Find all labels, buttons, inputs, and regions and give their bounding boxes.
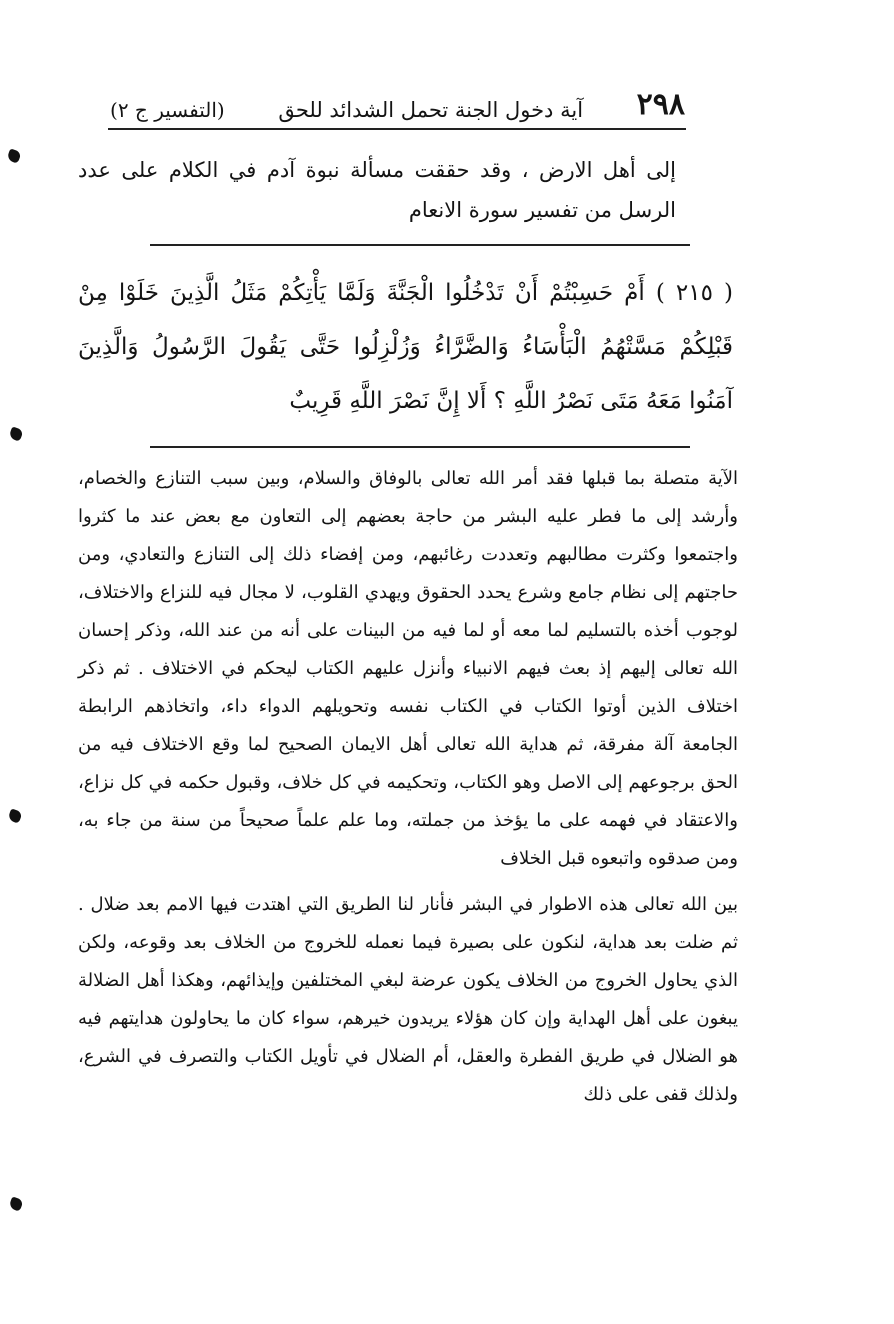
margin-ink-mark — [6, 148, 21, 163]
running-title: آية دخول الجنة تحمل الشدائد للحق — [278, 98, 584, 122]
page-header — [110, 82, 685, 122]
page-number: ٢٩٨ — [636, 87, 685, 122]
section-reference: (التفسير ج ٢) — [110, 98, 225, 122]
commentary-paragraph-1: الآية متصلة بما قبلها فقد أمر الله تعالى بالوفاق والسلام، وبين سبب التنازع والخصام، وأرشد إلى ما فطر عليه البشر من حاجة بعضهم إلى التعاون مع بعض عند ما كثروا واجتمعوا وكثرت مطالبهم وتعددت رغائبهم، ومن إفضاء ذلك إلى التنازع والتعادي، ومن حاجتهم إلى نظام جامع وشرع يحدد الحقوق ويهدي القلوب، لا مجال فيه للنزاع والاختلاف، لوجوب أخذه بالتسليم لما معه أو لما فيه من البينات على أنه من عند الله، وذكر إحسان الله تعالى إليهم إذ بعث فيهم الانبياء وأنزل عليهم الكتاب ليحكم في الاختلاف . ثم ذكر اختلاف الذين أوتوا الكتاب في الكتاب نفسه وتحويلهم الدواء داء، واتخاذهم الرابطة الجامعة آلة مفرقة، ثم هداية الله تعالى أهل الايمان الصحيح لما وقع الاختلاف فيه من الحق برجوعهم إلى الاصل وهو الكتاب، وتحكيمه في كل خلاف، وقبول حكمه في كل نزاع، والاعتقاد في فهمه على ما يؤخذ من جملته، وما علم علماً صحيحاً من سنة من جاء به، ومن صدقوه واتبعوه قبل الخلاف — [78, 468, 738, 869]
commentary-paragraph-2: بين الله تعالى هذه الاطوار في البشر فأنار لنا الطريق التي اهتدت فيها الامم بعد ضلال . ثم ضلت بعد هداية، لنكون على بصيرة فيما نعمله للخروج من الخلاف بعد وقوعه، ولكن الذي يحاول الخروج من الخلاف يكون عرضة لبغي المختلفين وإيذائهم، وهكذا أهل الضلالة يبغون على أهل الهداية وإن كان هؤلاء يريدون خيرهم، سواء كان ما يحاولون هدايتهم فيه هو الضلال في طريق الفطرة والعقل، أم الضلال في تأويل الكتاب والتصرف في الشرع، ولذلك قفى على ذلك — [78, 894, 738, 1105]
verse-bottom-rule — [150, 446, 690, 448]
verse-top-rule — [150, 244, 690, 246]
margin-ink-mark — [8, 1196, 23, 1211]
margin-ink-mark — [8, 426, 23, 441]
intro-paragraph: إلى أهل الارض ، وقد حققت مسألة نبوة آدم في الكلام على عدد الرسل من تفسير سورة الانعام — [78, 158, 676, 222]
commentary — [78, 460, 738, 1114]
header-rule — [108, 128, 686, 130]
margin-ink-mark — [7, 808, 22, 823]
quran-verse: ( ٢١٥ ) أَمْ حَسِبْتُمْ أَنْ تَدْخُلُوا الْجَنَّةَ وَلَمَّا يَأْتِكُمْ مَثَلُ الَّذِينَ خَلَوْا مِنْ قَبْلِكُمْ مَسَّتْهُمُ الْبَأْسَاءُ وَالضَّرَّاءُ وَزُلْزِلُوا حَتَّى يَقُولَ الرَّسُولُ وَالَّذِينَ آمَنُوا مَعَهُ مَتَى نَصْرُ اللَّهِ ؟ أَلا إِنَّ نَصْرَ اللَّهِ قَرِيبٌ — [78, 280, 733, 414]
